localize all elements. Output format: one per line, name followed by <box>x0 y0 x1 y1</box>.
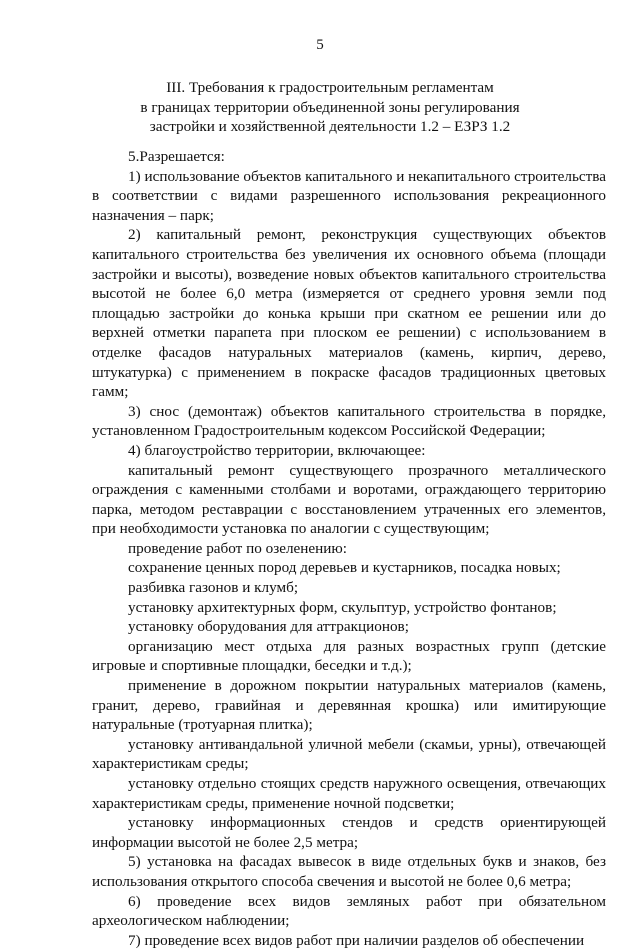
paragraph-sculptures: установку архитектурных форм, скульптур, устройство фонтанов; <box>128 598 557 616</box>
paragraph-landscaping: проведение работ по озеленению: <box>128 539 347 557</box>
paragraph-item-2: 2) капитальный ремонт, реконструкция существующих объектов капитального строительства без увеличения их основного объема (площади застройки и высоты), возведение новых объектов капитального строительства высотой не более 6,0 метра (измеряется от среднего уровня земли под площадью застройки до конька крыши при скатном ее решении или до верхней отметки парапета при плоском ее решении) с использованием в отделке фасадов натуральных материалов (камень, кирпич, дерево, штукатурка) с применением в покраске фасадов традиционных цветовых гамм; <box>92 226 606 401</box>
paragraph-trees: сохранение ценных пород деревьев и кустарников, посадка новых; <box>128 559 561 577</box>
section-title-line: застройки и хозяйственной деятельности 1.2 – ЕЗРЗ 1.2 <box>149 118 511 135</box>
paragraph-item-4: 4) благоустройство территории, включающее: <box>128 441 426 459</box>
paragraph-info-stands: установку информационных стендов и средств ориентирующей информации высотой не более 2,5 метра; <box>92 814 606 851</box>
paragraph-item-7: 7) проведение всех видов работ при наличии разделов об обеспечении <box>128 931 585 949</box>
section-title <box>100 78 560 137</box>
paragraph-furniture: установку антивандальной уличной мебели (скамьи, урны), отвечающей характеристикам среды; <box>92 735 606 773</box>
paragraph-recreation: организацию мест отдыха для разных возрастных групп (детские игровые и спортивные площадки, беседки и т.д.); <box>92 637 606 675</box>
paragraph-item-1: 1) использование объектов капитального и некапитального строительства в соответствии с видами разрешенного использования рекреационного назначения – парк; <box>92 167 606 224</box>
page-number: 5 <box>316 37 324 53</box>
paragraph-paving: применение в дорожном покрытии натуральных материалов (камень, гранит, дерево, гравийная и деревянная крошка) или имитирующие натуральные (тротуарная плитка); <box>92 677 606 734</box>
paragraph-item-6: 6) проведение всех видов земляных работ при обязательном археологическом наблюдении; <box>92 892 606 930</box>
section-title-line: в границах территории объединенной зоны регулирования <box>140 98 520 116</box>
paragraph-fence-repair: капитальный ремонт существующего прозрачного металлического ограждения с каменными столбами и воротами, ограждающего территорию парка, методом реставрации с восстановлением утраченных его элементов, при необходимости установка по аналогии с существующим; <box>92 461 606 538</box>
paragraph-item-5: 5) установка на фасадах вывесок в виде отдельных букв и знаков, без использования открытого способа свечения и высотой не более 0,6 метра; <box>92 853 606 890</box>
paragraph-lighting: установку отдельно стоящих средств наружного освещения, отвечающих характеристикам среды, применение ночной подсветки; <box>92 775 606 812</box>
paragraph-lawns: разбивка газонов и клумб; <box>128 579 299 597</box>
paragraph-item-3: 3) снос (демонтаж) объектов капитального строительства в порядке, установленном Градостроительным кодексом Российской Федерации; <box>92 402 606 440</box>
document-body <box>92 147 606 950</box>
paragraph-attractions: установку оборудования для аттракционов; <box>128 618 409 636</box>
section-title-line: III. Требования к градостроительным регламентам <box>166 79 494 96</box>
paragraph-heading: 5.Разрешается: <box>128 148 225 165</box>
